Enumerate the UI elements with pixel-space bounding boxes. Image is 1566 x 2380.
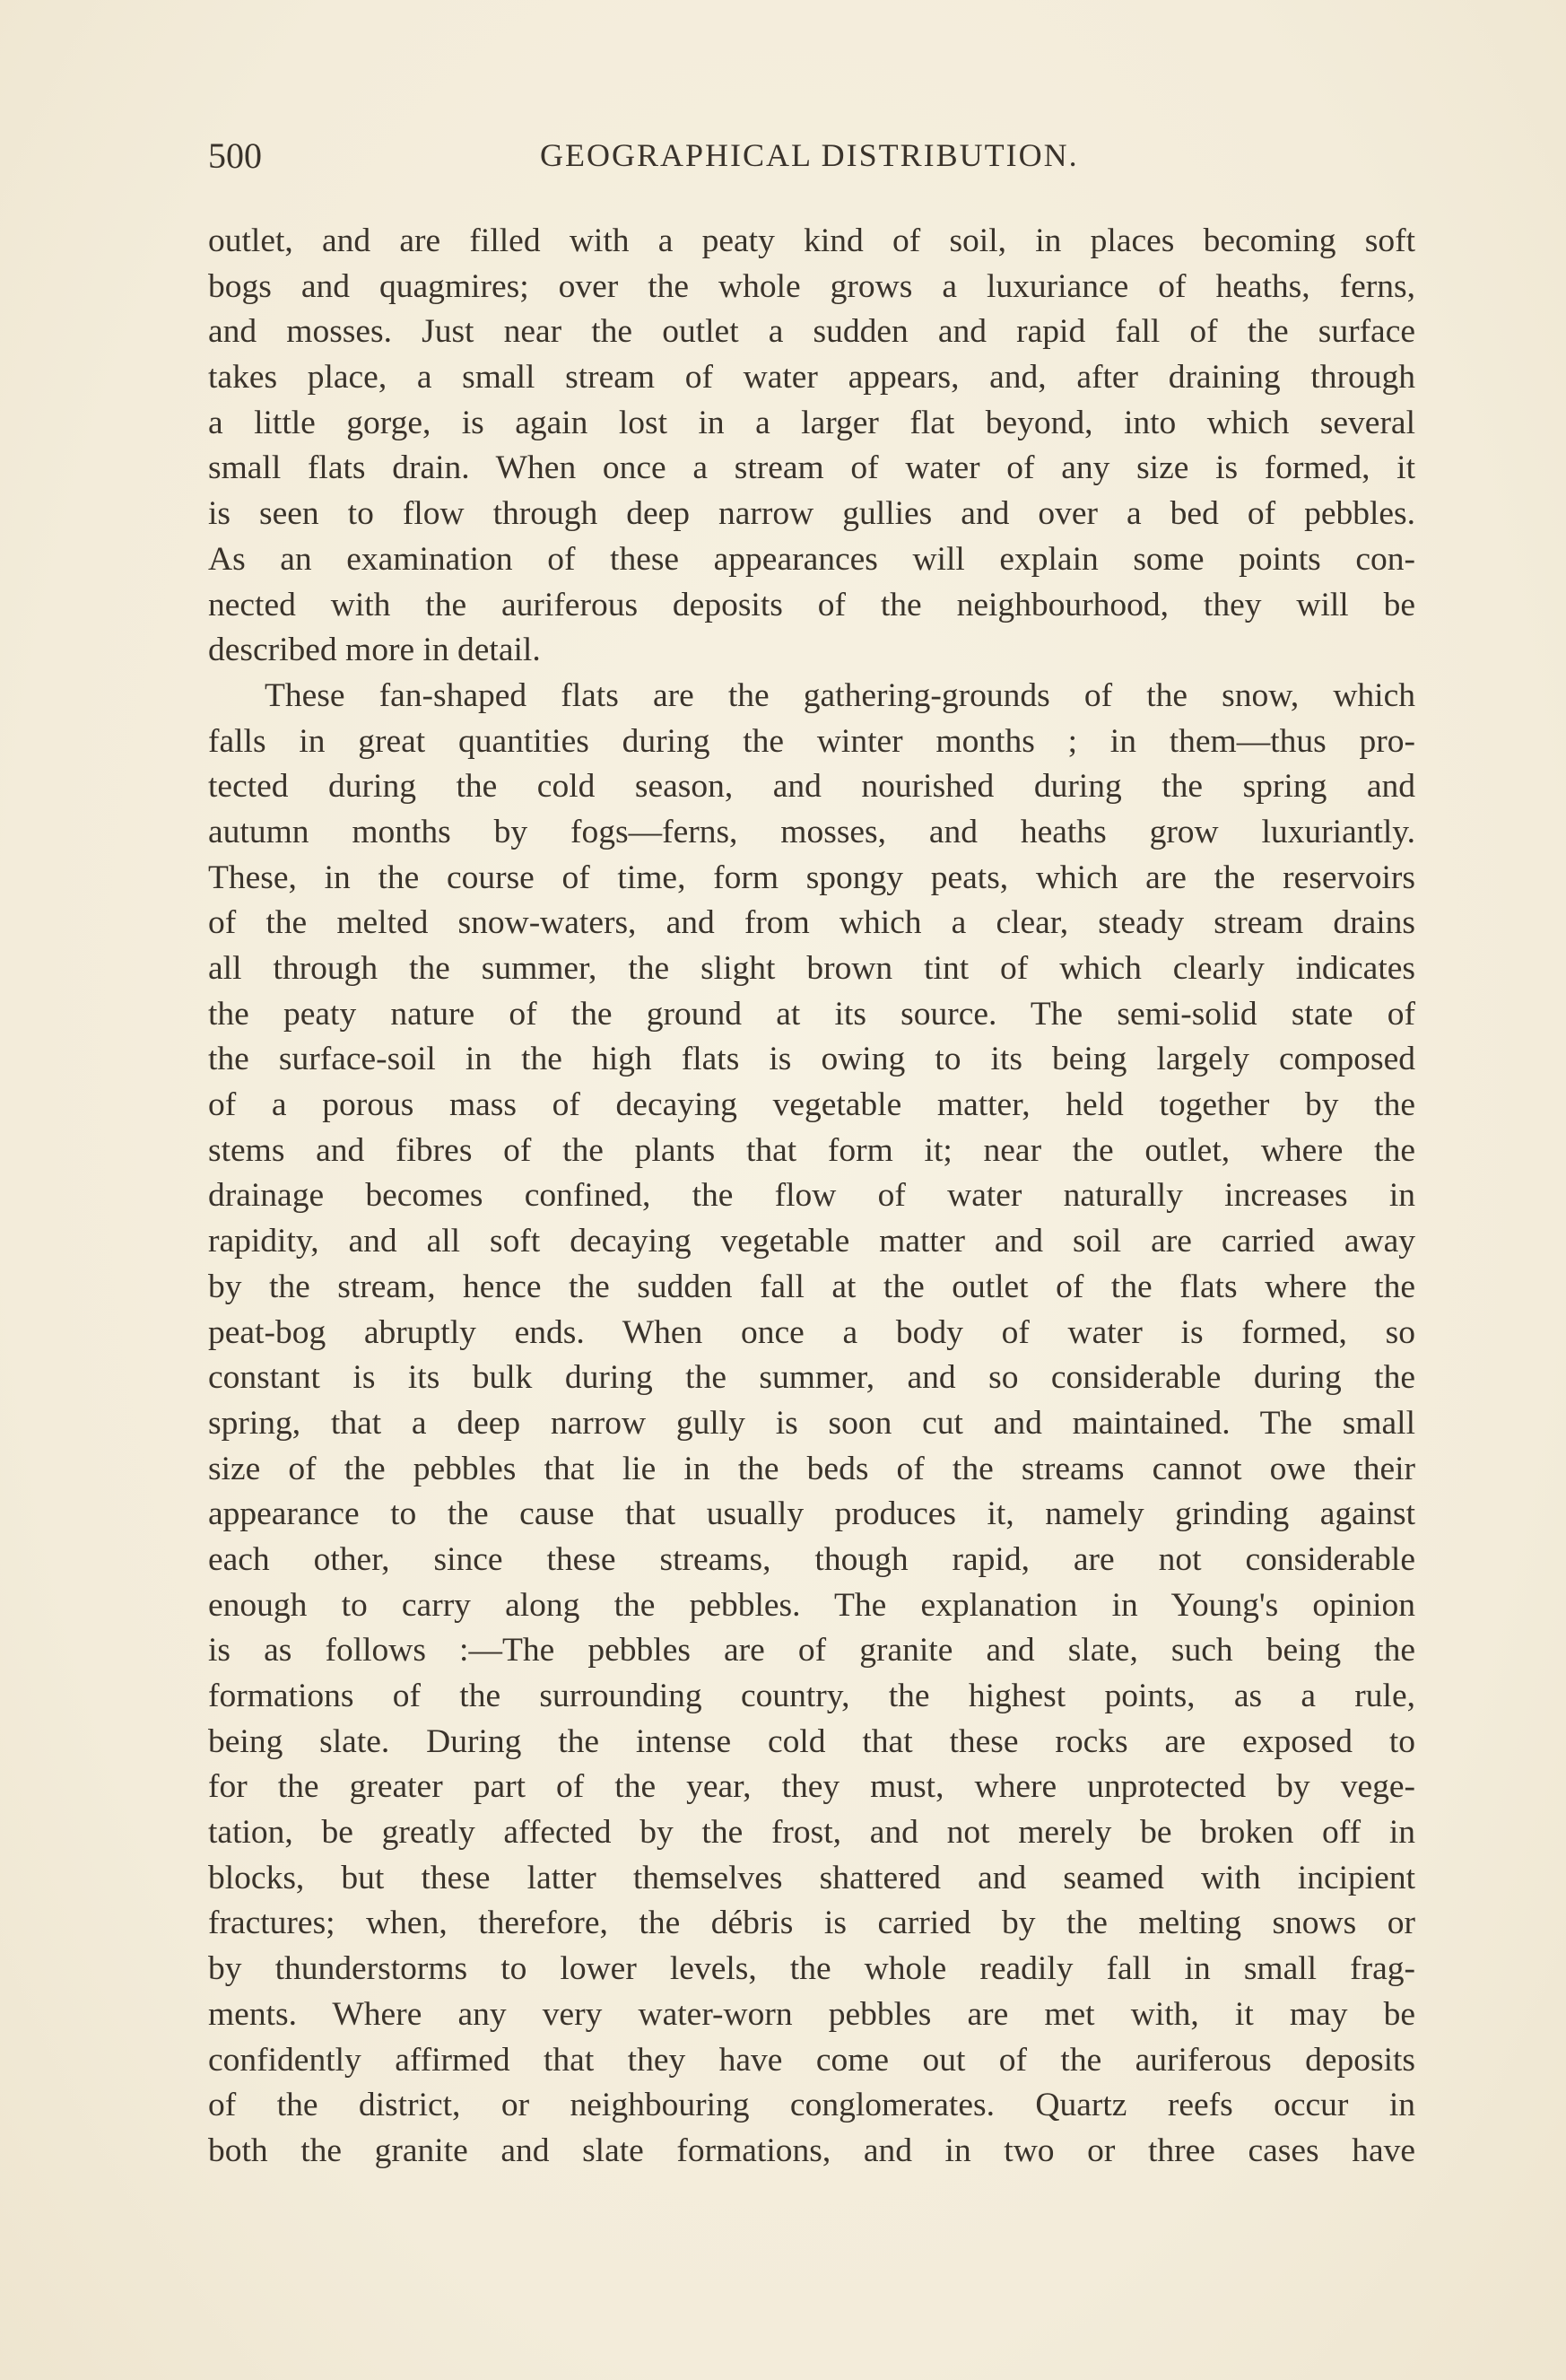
- text-line: a little gorge, is again lost in a larger flat beyond, into which several: [208, 404, 1415, 441]
- text-line: is seen to flow through deep narrow gullies and over a bed of pebbles.: [208, 495, 1415, 533]
- text-line: These, in the course of time, form spongy peats, which are the reservoirs: [208, 859, 1415, 896]
- text-line: constant is its bulk during the summer, and so considerable during the: [208, 1359, 1415, 1397]
- text-line: by thunderstorms to lower levels, the whole readily fall in small frag-: [208, 1950, 1415, 1988]
- text-line: takes place, a small stream of water appears, and, after draining through: [208, 359, 1415, 397]
- text-line: outlet, and are filled with a peaty kind of soil, in places becoming soft: [208, 222, 1415, 259]
- page-header: [208, 135, 1419, 188]
- page-number: 500: [208, 135, 262, 176]
- text-line: formations of the surrounding country, the highest points, as a rule,: [208, 1678, 1415, 1714]
- text-line: peat-bog abruptly ends. When once a body of water is formed, so: [208, 1313, 1415, 1351]
- text-line: the surface-soil in the high flats is owing to its being largely composed: [208, 1041, 1415, 1078]
- text-line: drainage becomes confined, the flow of water naturally increases in: [208, 1177, 1415, 1215]
- text-line: bogs and quagmires; over the whole grows a luxuriance of heaths, ferns,: [208, 267, 1415, 305]
- text-line: the peaty nature of the ground at its source. The semi-solid state of: [208, 995, 1415, 1033]
- text-line: tation, be greatly affected by the frost, and not merely be broken off in: [208, 1814, 1415, 1852]
- text-line: size of the pebbles that lie in the beds of the streams cannot owe their: [208, 1450, 1415, 1487]
- text-line: confidently affirmed that they have come out of the auriferous deposits: [208, 2041, 1415, 2079]
- text-line: described more in detail.: [208, 632, 541, 669]
- text-line: tected during the cold season, and nourished during the spring and: [208, 768, 1415, 806]
- text-line: of the melted snow-waters, and from which a clear, steady stream drains: [208, 904, 1415, 942]
- text-line: both the granite and slate formations, and in two or three cases have: [208, 2132, 1415, 2169]
- text-line: stems and fibres of the plants that form it; near the outlet, where the: [208, 1131, 1415, 1169]
- text-line: enough to carry along the pebbles. The explanation in Young's opinion: [208, 1586, 1415, 1624]
- text-line: spring, that a deep narrow gully is soon cut and maintained. The small: [208, 1404, 1415, 1442]
- text-line: nected with the auriferous deposits of the neighbourhood, they will be: [208, 586, 1415, 623]
- text-line: is as follows :—The pebbles are of granite and slate, such being the: [208, 1632, 1415, 1669]
- text-line: ments. Where any very water-worn pebbles are met with, it may be: [208, 1995, 1415, 2033]
- text-line: appearance to the cause that usually produces it, namely grinding against: [208, 1495, 1415, 1533]
- text-line: autumn months by fogs—ferns, mosses, and heaths grow luxuriantly.: [208, 813, 1415, 850]
- text-line: being slate. During the intense cold that these rocks are exposed to: [208, 1722, 1415, 1760]
- running-title: GEOGRAPHICAL DISTRIBUTION.: [540, 137, 1079, 173]
- paragraph-start-line: These fan-shaped flats are the gathering-grounds of the snow, which: [265, 676, 1415, 714]
- text-line: As an examination of these appearances will explain some points con-: [208, 540, 1415, 578]
- text-line: of the district, or neighbouring conglomerates. Quartz reefs occur in: [208, 2087, 1415, 2124]
- text-line: by the stream, hence the sudden fall at the outlet of the flats where the: [208, 1268, 1415, 1305]
- text-line: of a porous mass of decaying vegetable matter, held together by the: [208, 1086, 1415, 1124]
- text-line: blocks, but these latter themselves shattered and seamed with incipient: [208, 1859, 1415, 1896]
- text-line: rapidity, and all soft decaying vegetable matter and soil are carried away: [208, 1223, 1415, 1260]
- text-line: for the greater part of the year, they must, where unprotected by vege-: [208, 1768, 1415, 1806]
- text-line: each other, since these streams, though rapid, are not considerable: [208, 1540, 1415, 1578]
- text-line: all through the summer, the slight brown tint of which clearly indicates: [208, 950, 1415, 987]
- text-line: fractures; when, therefore, the débris is carried by the melting snows or: [208, 1905, 1415, 1942]
- text-line: falls in great quantities during the winter months ; in them—thus pro-: [208, 722, 1415, 760]
- body-text: [208, 219, 1415, 2175]
- text-line: small flats drain. When once a stream of water of any size is formed, it: [208, 449, 1415, 487]
- text-line: and mosses. Just near the outlet a sudden and rapid fall of the surface: [208, 313, 1415, 351]
